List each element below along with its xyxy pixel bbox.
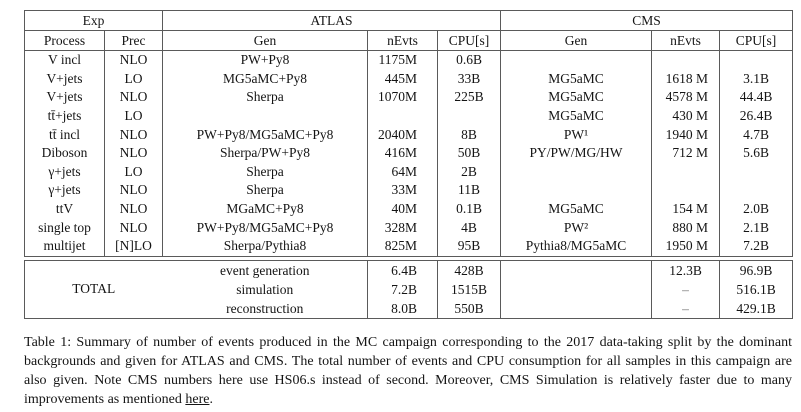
total-atlas-nevts-cell: [368, 260, 438, 318]
group-header-cms: CMS: [501, 11, 793, 31]
cell-atlas-nevts: 2040M: [368, 125, 438, 144]
total-value: 8.0B: [391, 300, 418, 316]
col-header-atlas-nevts: nEvts: [368, 31, 438, 51]
cell-cms-nevts: [652, 181, 720, 200]
total-cms-cpu-cell: [720, 260, 793, 318]
cell-atlas-gen: Sherpa/PW+Py8: [163, 144, 368, 163]
cell-atlas-gen: PW+Py8/MG5aMC+Py8: [163, 218, 368, 237]
cell-cms-cpu: 44.4B: [720, 88, 793, 107]
group-header-row: [25, 11, 793, 31]
cell-atlas-gen: MG5aMC+Py8: [163, 70, 368, 89]
cell-process: multijet: [25, 237, 105, 256]
cell-prec: NLO: [105, 181, 163, 200]
cell-atlas-cpu: 50B: [438, 144, 501, 163]
col-header-atlas-cpu: CPU[s]: [438, 31, 501, 51]
cell-atlas-cpu: 225B: [438, 88, 501, 107]
group-header-exp: Exp: [25, 11, 163, 31]
paper-table-figure: [24, 10, 792, 409]
table-row: [25, 163, 793, 182]
total-value: 516.1B: [736, 281, 776, 297]
cell-process: V+jets: [25, 88, 105, 107]
cell-cms-nevts: 430 M: [652, 107, 720, 126]
caption-text: Table 1: Summary of number of events produced in the MC campaign corresponding to the 2017 data-taking split by the dominant backgrounds and given for ATLAS and CMS. The total number of events and CPU consumption for all samples in this campaign are also given. Note CMS numbers here use HS06.s instead of second. Moreover, CMS Simulation is relatively faster due to many improvements as mentioned: [24, 334, 792, 407]
total-row: [25, 260, 793, 318]
table-row: [25, 125, 793, 144]
total-value: [501, 299, 651, 318]
cell-prec: LO: [105, 107, 163, 126]
caption-period: .: [209, 391, 213, 407]
cell-cms-gen: MG5aMC: [501, 88, 652, 107]
total-stage-event-generation: event generation: [219, 262, 310, 278]
cell-atlas-gen: PW+Py8: [163, 51, 368, 70]
group-header-atlas: ATLAS: [163, 11, 501, 31]
cell-cms-cpu: 2.0B: [720, 200, 793, 219]
total-value: 1515B: [451, 281, 488, 297]
cell-atlas-cpu: 4B: [438, 218, 501, 237]
cell-atlas-nevts: 64M: [368, 163, 438, 182]
total-value: 12.3B: [669, 262, 702, 278]
cell-cms-nevts: 1940 M: [652, 125, 720, 144]
cell-cms-nevts: 4578 M: [652, 88, 720, 107]
cell-atlas-nevts: 1175M: [368, 51, 438, 70]
cell-process: Diboson: [25, 144, 105, 163]
cell-cms-nevts: [652, 51, 720, 70]
total-atlas-cpu-cell: [438, 260, 501, 318]
cell-atlas-gen: Sherpa: [163, 181, 368, 200]
table-row: [25, 51, 793, 70]
cell-cms-nevts: 712 M: [652, 144, 720, 163]
cell-atlas-cpu: 95B: [438, 237, 501, 256]
cell-process: tt̄+jets: [25, 107, 105, 126]
cell-cms-gen: [501, 181, 652, 200]
cell-atlas-cpu: 2B: [438, 163, 501, 182]
cell-atlas-nevts: 825M: [368, 237, 438, 256]
cell-cms-gen: [501, 163, 652, 182]
table-body: [25, 51, 793, 257]
col-header-cms-cpu: CPU[s]: [720, 31, 793, 51]
cell-cms-nevts: 880 M: [652, 218, 720, 237]
total-value: 7.2B: [391, 281, 418, 297]
cell-atlas-nevts: 328M: [368, 218, 438, 237]
cell-process: ttV: [25, 200, 105, 219]
cell-cms-nevts: [652, 163, 720, 182]
total-value: 428B: [454, 262, 484, 278]
cell-cms-cpu: 26.4B: [720, 107, 793, 126]
table-caption: [24, 333, 792, 409]
cell-prec: NLO: [105, 144, 163, 163]
cell-atlas-nevts: 33M: [368, 181, 438, 200]
total-summary-table: [24, 260, 793, 319]
table-row: [25, 200, 793, 219]
cell-cms-cpu: [720, 51, 793, 70]
col-header-atlas-gen: Gen: [163, 31, 368, 51]
cell-atlas-gen: Sherpa: [163, 88, 368, 107]
cell-process: single top: [25, 218, 105, 237]
table-row: [25, 70, 793, 89]
cell-atlas-nevts: [368, 107, 438, 126]
cell-cms-cpu: 2.1B: [720, 218, 793, 237]
cell-cms-gen: MG5aMC: [501, 70, 652, 89]
cell-atlas-cpu: [438, 107, 501, 126]
cell-cms-cpu: 5.6B: [720, 144, 793, 163]
cell-atlas-nevts: 445M: [368, 70, 438, 89]
cell-process: V+jets: [25, 70, 105, 89]
cell-prec: NLO: [105, 200, 163, 219]
total-stages-cell: [163, 260, 368, 318]
cell-atlas-cpu: 8B: [438, 125, 501, 144]
total-value: 429.1B: [736, 300, 776, 316]
cell-atlas-nevts: 416M: [368, 144, 438, 163]
table-row: [25, 237, 793, 256]
cell-cms-nevts: 154 M: [652, 200, 720, 219]
total-value-missing: –: [682, 300, 689, 316]
cell-prec: NLO: [105, 51, 163, 70]
total-value: 550B: [454, 300, 484, 316]
mc-summary-table: [24, 10, 793, 257]
cell-prec: LO: [105, 163, 163, 182]
total-value: 96.9B: [739, 262, 773, 278]
cell-cms-gen: [501, 51, 652, 70]
cell-prec: NLO: [105, 88, 163, 107]
cell-process: tt̄ incl: [25, 125, 105, 144]
cell-atlas-gen: PW+Py8/MG5aMC+Py8: [163, 125, 368, 144]
cell-cms-cpu: 4.7B: [720, 125, 793, 144]
cell-cms-cpu: 3.1B: [720, 70, 793, 89]
cell-cms-gen: MG5aMC: [501, 200, 652, 219]
cell-cms-cpu: [720, 181, 793, 200]
table-row: [25, 181, 793, 200]
total-stage-reconstruction: reconstruction: [226, 300, 304, 316]
total-value: [501, 261, 651, 280]
table-row: [25, 144, 793, 163]
cell-cms-gen: MG5aMC: [501, 107, 652, 126]
cell-atlas-gen: MGaMC+Py8: [163, 200, 368, 219]
table-row: [25, 107, 793, 126]
col-header-process: Process: [25, 31, 105, 51]
col-header-prec: Prec: [105, 31, 163, 51]
cell-process: V incl: [25, 51, 105, 70]
cell-cms-gen: Pythia8/MG5aMC: [501, 237, 652, 256]
cell-atlas-cpu: 11B: [438, 181, 501, 200]
cell-cms-cpu: [720, 163, 793, 182]
cell-prec: [N]LO: [105, 237, 163, 256]
total-value-missing: –: [682, 281, 689, 297]
caption-link-here[interactable]: here: [185, 391, 210, 407]
cell-atlas-nevts: 1070M: [368, 88, 438, 107]
cell-atlas-cpu: 33B: [438, 70, 501, 89]
total-cms-gen-cell: [501, 260, 652, 318]
cell-cms-nevts: 1618 M: [652, 70, 720, 89]
total-label-cell: TOTAL: [25, 260, 163, 318]
cell-cms-cpu: 7.2B: [720, 237, 793, 256]
total-cms-nevts-cell: [652, 260, 720, 318]
cell-atlas-gen: Sherpa/Pythia8: [163, 237, 368, 256]
cell-process: γ+jets: [25, 163, 105, 182]
cell-atlas-gen: Sherpa: [163, 163, 368, 182]
cell-atlas-nevts: 40M: [368, 200, 438, 219]
cell-cms-gen: PW¹: [501, 125, 652, 144]
cell-prec: NLO: [105, 218, 163, 237]
cell-atlas-cpu: 0.1B: [438, 200, 501, 219]
cell-process: γ+jets: [25, 181, 105, 200]
col-header-cms-nevts: nEvts: [652, 31, 720, 51]
cell-prec: LO: [105, 70, 163, 89]
total-stage-simulation: simulation: [236, 281, 294, 297]
col-header-cms-gen: Gen: [501, 31, 652, 51]
cell-atlas-gen: [163, 107, 368, 126]
column-header-row: [25, 31, 793, 51]
cell-cms-gen: PY/PW/MG/HW: [501, 144, 652, 163]
cell-cms-nevts: 1950 M: [652, 237, 720, 256]
total-value: 6.4B: [391, 262, 418, 278]
cell-atlas-cpu: 0.6B: [438, 51, 501, 70]
cell-prec: NLO: [105, 125, 163, 144]
total-value: [501, 280, 651, 299]
cell-cms-gen: PW²: [501, 218, 652, 237]
table-row: [25, 218, 793, 237]
table-row: [25, 88, 793, 107]
